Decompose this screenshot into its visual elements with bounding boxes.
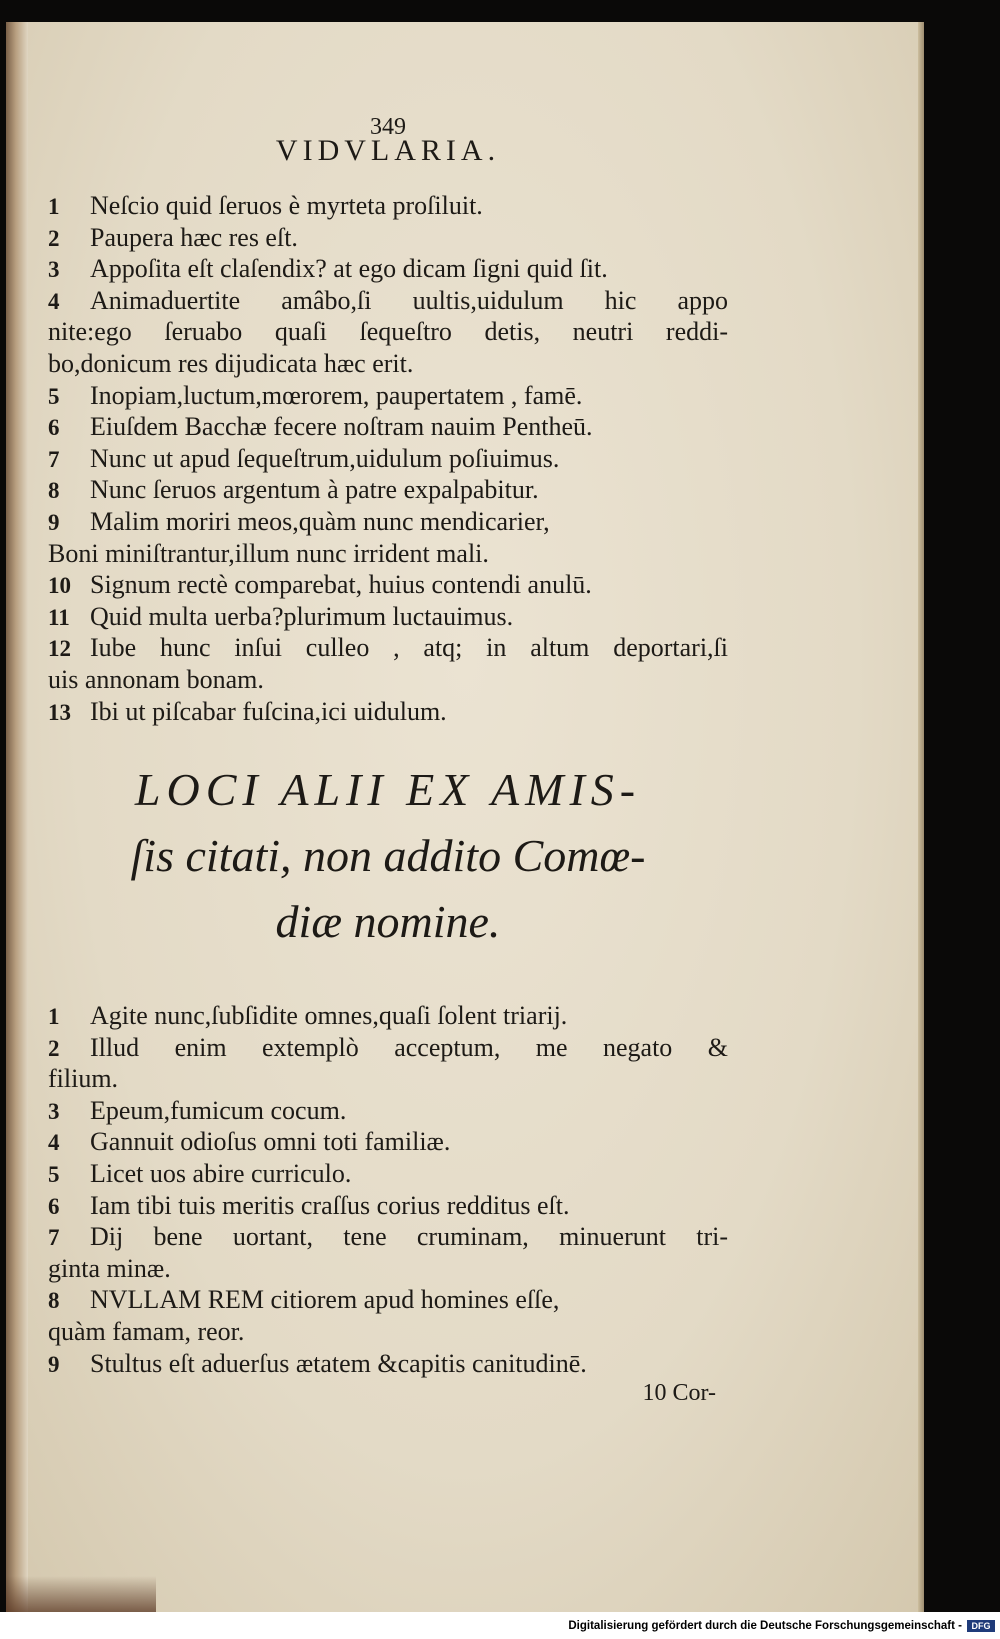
line-text: Gannuit odioſus omni toti familiæ.: [90, 1127, 451, 1157]
line-text: Epeum,fumicum cocum.: [90, 1095, 347, 1125]
text-line: [48, 1221, 728, 1253]
page-edge: [918, 22, 924, 1612]
line-number: 7: [48, 446, 60, 472]
line-text: Nunc ut apud ſequeſtrum,uidulum poſiuimus.: [90, 443, 560, 473]
line-text: Ibi ut piſcabar fuſcina,ici uidulum.: [90, 696, 447, 726]
text-line: [48, 253, 728, 285]
line-text: Quid multa uerba?plurimum luctauimus.: [90, 601, 514, 631]
line-number: 1: [48, 1004, 60, 1029]
text-line: [48, 1284, 728, 1316]
text-line: [48, 380, 728, 412]
text-line: [48, 1000, 728, 1032]
text-line: [48, 316, 728, 348]
line-number: 8: [48, 1288, 60, 1314]
loci-fragments: [48, 1000, 728, 1379]
line-number: 6: [48, 415, 60, 441]
line-number: 2: [48, 1035, 60, 1061]
catchword: 10 Cor-: [642, 1380, 716, 1406]
line-text: NVLLAM REM citiorem apud homines eſſe,: [90, 1285, 560, 1315]
line-text: Iam tibi tuis meritis craſſus corius redditus eſt.: [90, 1190, 570, 1220]
line-text: Agite nunc,ſubſidite omnes,quaſi ſolent triarij.: [90, 1001, 568, 1030]
text-line: [48, 538, 728, 570]
text-line: [48, 411, 728, 443]
line-text: bo,donicum res dijudicata hæc erit.: [48, 348, 414, 378]
text-line: [48, 1126, 728, 1158]
section-title-line-3: diæ nomine.: [275, 896, 501, 947]
line-number: 9: [48, 1351, 60, 1377]
text-line: [48, 1063, 728, 1095]
text-line: [48, 1032, 728, 1064]
dfg-logo-icon: DFG: [967, 1620, 995, 1632]
line-number: 2: [48, 225, 60, 251]
line-number: 13: [48, 699, 71, 725]
text-line: [48, 569, 728, 601]
line-text: Boni miniſtrantur,illum nunc irrident mali.: [48, 538, 489, 568]
line-text: Nunc ſeruos argentum à patre expalpabitur.: [90, 475, 539, 505]
line-number: 3: [48, 257, 60, 283]
section-title-line-2: ſis citati, non addito Comœ-: [130, 830, 646, 881]
line-number: 5: [48, 1161, 60, 1187]
text-line: [48, 1253, 728, 1285]
page-number: 349: [370, 114, 406, 140]
text-line: [48, 601, 728, 633]
line-text: Neſcio quid ſeruos è myrteta proſiluit.: [90, 191, 483, 220]
line-text: Signum rectè comparebat, huius contendi anulū.: [90, 570, 592, 600]
line-text: nite:ego ſeruabo quaſi ſequeſtro detis, neutri reddi-: [48, 317, 728, 347]
text-line: [48, 506, 728, 538]
line-number: 5: [48, 383, 60, 409]
line-text: Illud enim extemplò acceptum, me negato &: [90, 1032, 728, 1062]
line-text: quàm famam, reor.: [48, 1316, 245, 1346]
section-title-line-1: LOCI ALII EX AMIS-: [134, 764, 642, 815]
line-text: Malim moriri meos,quàm nunc mendicarier,: [90, 506, 550, 536]
line-number: 4: [48, 288, 60, 314]
text-line: [48, 474, 728, 506]
line-text: filium.: [48, 1064, 119, 1094]
book-page: [6, 22, 924, 1612]
line-text: Iube hunc inſui culleo , atq; in altum deportari,ſi: [90, 633, 728, 663]
page-spine-shadow: [6, 22, 28, 1612]
line-text: Paupera hæc res eſt.: [90, 222, 298, 252]
printed-area: [48, 22, 728, 1612]
line-number: 7: [48, 1225, 60, 1251]
line-number: 11: [48, 604, 70, 630]
text-line: [48, 664, 728, 696]
text-line: [48, 222, 728, 254]
line-text: Licet uos abire curriculo.: [90, 1158, 352, 1188]
running-header: VIDVLARIA.: [275, 134, 501, 167]
line-number: 4: [48, 1130, 60, 1156]
line-text: Eiuſdem Bacchæ fecere noſtram nauim Pentheū.: [90, 412, 593, 442]
text-line: [48, 632, 728, 664]
digitization-footer: [0, 1612, 1000, 1639]
footer-credit: Digitalisierung gefördert durch die Deutsche Forschungsgemeinschaft -: [568, 1620, 962, 1632]
line-number: 6: [48, 1193, 60, 1219]
text-line: [48, 1095, 728, 1127]
line-number: 3: [48, 1098, 60, 1124]
line-text: Appoſita eſt claſendix? at ego dicam ſigni quid ſit.: [90, 254, 608, 284]
line-text: uis annonam bonam.: [48, 664, 264, 694]
section-title: [48, 757, 728, 955]
text-line: [48, 1316, 728, 1348]
text-line: [48, 1348, 728, 1380]
line-number: 1: [48, 194, 60, 219]
text-line: [48, 348, 728, 380]
text-line: [48, 285, 728, 317]
text-line: [48, 1158, 728, 1190]
line-text: Dij bene uortant, tene cruminam, minuerunt tri-: [90, 1222, 728, 1252]
line-text: ginta minæ.: [48, 1253, 171, 1283]
text-line: [48, 1190, 728, 1222]
line-number: 12: [48, 636, 71, 662]
line-text: Stultus eſt aduerſus ætatem &capitis canitudinē.: [90, 1348, 587, 1378]
line-text: Inopiam,luctum,mœrorem, paupertatem , famē.: [90, 380, 583, 410]
line-number: 10: [48, 573, 71, 599]
vidularia-fragments: [48, 190, 728, 727]
line-number: 8: [48, 478, 60, 504]
line-number: 9: [48, 509, 60, 535]
line-text: Animaduertite amâbo,ſi uultis,uidulum hic appo: [90, 285, 728, 315]
text-line: [48, 696, 728, 728]
text-line: [48, 443, 728, 475]
text-line: [48, 190, 728, 222]
